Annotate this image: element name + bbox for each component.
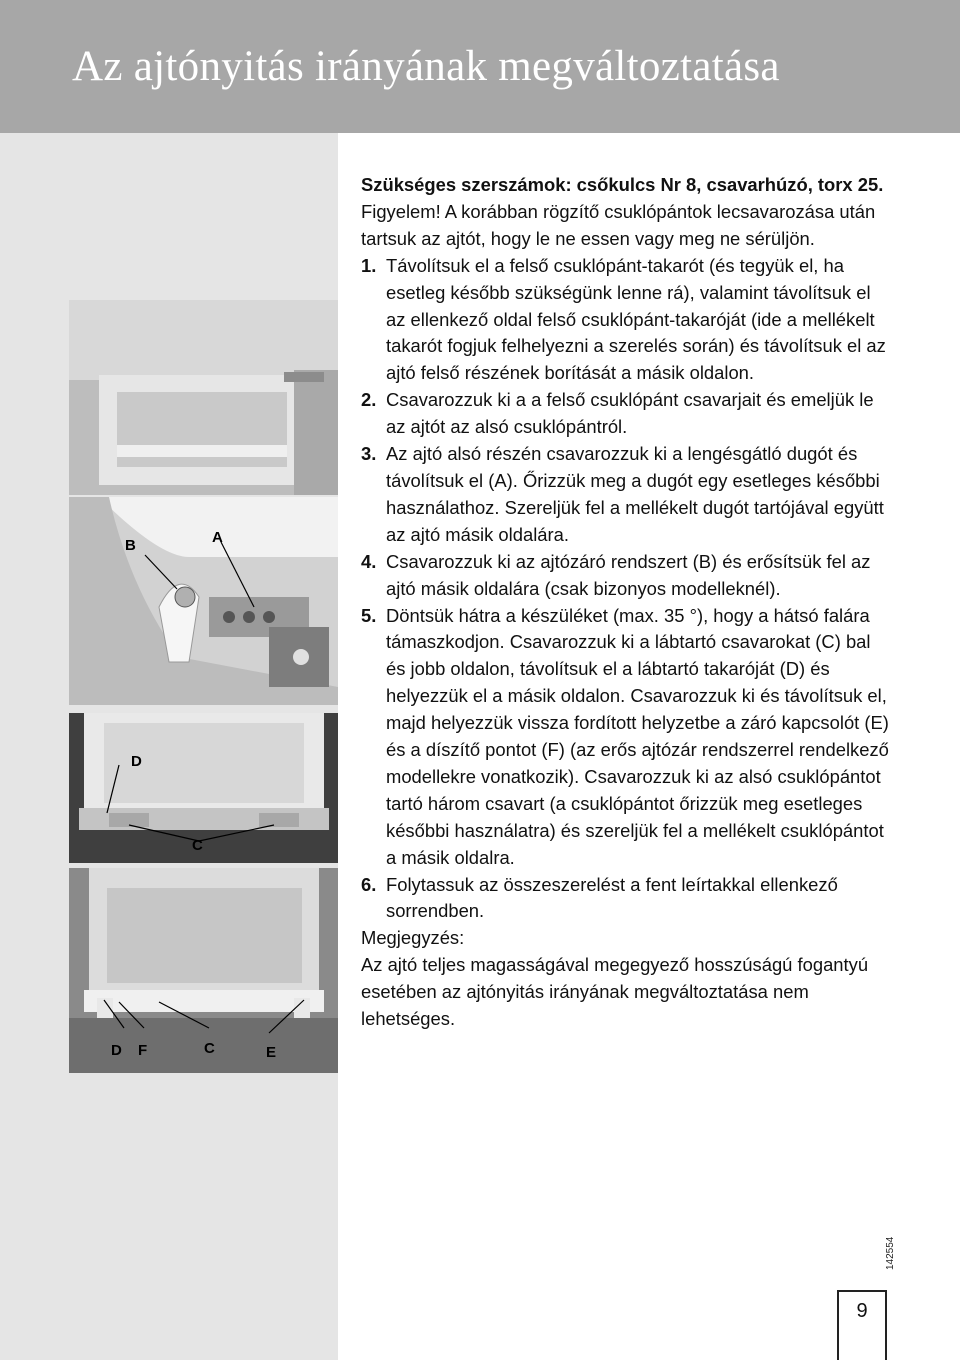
step-number: 1. (361, 254, 377, 276)
note-title: Megjegyzés: (361, 927, 465, 949)
step-4 (361, 549, 891, 603)
note-text: Az ajtó teljes magasságával megegyező hosszúságú fogantyú esetében az ajtónyitás irányának megváltoztatása nem lehetséges. (361, 954, 869, 1030)
tools-required: Szükséges szerszámok: csőkulcs Nr 8, csavarhúzó, torx 25. (361, 174, 884, 195)
page-number: 9 (856, 1300, 868, 1322)
label-d-2: D (111, 1042, 122, 1059)
label-d: D (131, 753, 142, 770)
label-f: F (138, 1042, 148, 1059)
step-6 (361, 872, 891, 926)
step-text: Távolítsuk el a felső csuklópánt-takarót (és tegyük el, ha esetleg később szükségünk lenne rá), valamint távolítsuk el az ellenkező oldal felső csuklópánt-takaróját (ide a mellékelt takarót fogjuk felhelyezni a szerelés során) és távolítsuk el az ajtó felső részének borítását a másik oldalon. (386, 254, 886, 384)
photo-door-hinge (69, 497, 338, 705)
step-text: Csavarozzuk ki az ajtózáró rendszert (B) és erősítsük fel az ajtó másik oldalára (csak bizonyos modelleknél). (386, 550, 871, 599)
step-number: 4. (361, 550, 377, 572)
step-1 (361, 253, 891, 388)
page-header (0, 0, 960, 133)
instructions (361, 172, 891, 1033)
label-c: C (192, 837, 203, 854)
photo-fridge-bottom (69, 713, 338, 863)
step-text: Az ajtó alsó részén csavarozzuk ki a lengésgátló dugót és távolítsuk el (A). Őrizzük meg a dugót egy esetleges későbbi használathoz. Szereljük fel a mellékelt dugót tartójával együtt az ajtó másik oldalára. (386, 443, 884, 545)
page-title: Az ajtónyitás irányának megváltoztatása (72, 43, 780, 90)
photo-fridge-top (69, 300, 338, 495)
step-number: 6. (361, 873, 377, 895)
step-3 (361, 441, 891, 549)
page-number-box (837, 1290, 887, 1360)
step-text: Csavarozzuk ki a a felső csuklópánt csavarjait és emeljük le az ajtót az alsó csuklópántról. (386, 389, 874, 438)
step-number: 3. (361, 443, 377, 465)
label-a: A (212, 529, 223, 546)
label-e: E (266, 1044, 277, 1061)
document-number: 142554 (885, 1236, 896, 1270)
label-c-2: C (204, 1040, 215, 1057)
step-number: 2. (361, 389, 377, 411)
warning-text: Figyelem! A korábban rögzítő csuklópántok lecsavarozása után tartsuk az ajtót, hogy le ne essen vagy meg ne sérüljön. (361, 200, 876, 249)
step-number: 5. (361, 604, 377, 626)
step-2 (361, 387, 891, 441)
label-b: B (125, 537, 136, 554)
step-text: Folytassuk az összeszerelést a fent leírtakkal ellenkező sorrendben. (386, 873, 838, 922)
photo-fridge-feet (69, 868, 338, 1073)
step-text: Döntsük hátra a készüléket (max. 35 °), hogy a hátsó falára támaszkodjon. Csavarozzuk ki a lábtartó csavarokat (C) bal és jobb oldalon, távolítsuk el a lábtartó takaróját (D) és helyezzük el a másik oldalon. Csavarozzuk ki és távolítsuk el, majd helyezzük vissza fordított helyzetbe a záró kapcsolót (E) és a díszítő pontot (F) (az erős ajtózár rendszerrel rendelkező modellekre vonatkozik). Csavarozzuk ki az alsó csuklópántot tartó három csavart (a csuklópántot őrizzük meg esetleges későbbi használatra) és szereljük fel a mellékelt csuklópántot a másik oldalra. (386, 604, 889, 868)
step-5 (361, 603, 891, 872)
